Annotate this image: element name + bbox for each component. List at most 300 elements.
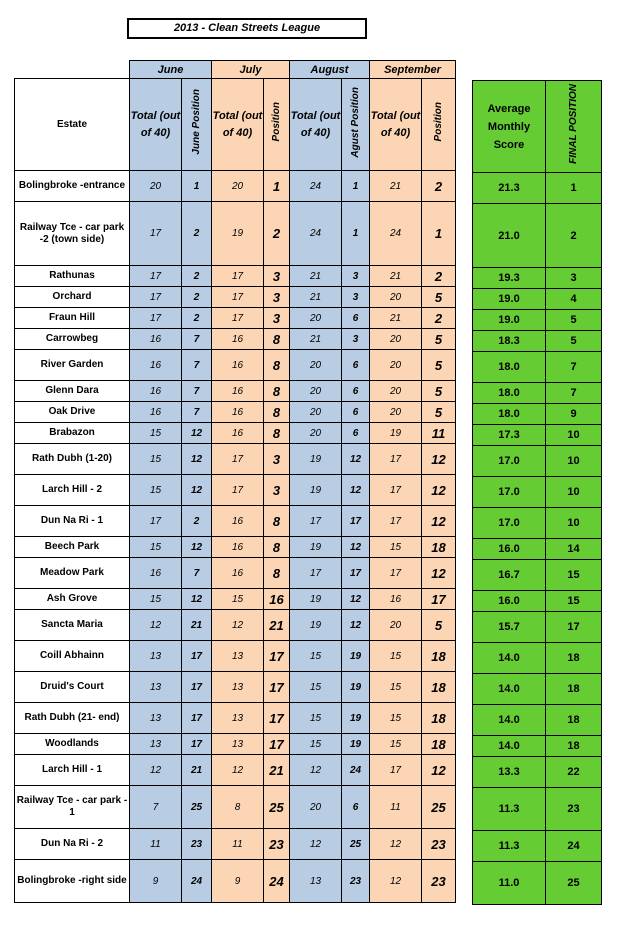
average-monthly-score-header: Average Monthly Score — [473, 81, 546, 173]
september-total: 17 — [370, 558, 422, 589]
june-position: 2 — [182, 308, 212, 329]
final-position: 10 — [546, 425, 602, 446]
estate-name: Bolingbroke -entrance — [15, 171, 130, 202]
month-june: June — [130, 61, 212, 79]
july-total: 9 — [212, 860, 264, 903]
july-position: 3 — [264, 287, 290, 308]
estate-name: Rathunas — [15, 266, 130, 287]
june-position: 17 — [182, 641, 212, 672]
table-row — [15, 506, 456, 537]
july-total: 8 — [212, 786, 264, 829]
september-position: 12 — [422, 506, 456, 537]
average-score: 18.0 — [473, 383, 546, 404]
july-position: 8 — [264, 402, 290, 423]
june-total: 12 — [130, 610, 182, 641]
august-total: 19 — [290, 444, 342, 475]
august-total: 20 — [290, 423, 342, 444]
average-score: 14.0 — [473, 736, 546, 757]
table-row — [15, 381, 456, 402]
june-total: 17 — [130, 202, 182, 266]
final-position: 5 — [546, 310, 602, 331]
july-total: 20 — [212, 171, 264, 202]
june-position: 7 — [182, 402, 212, 423]
final-row — [473, 477, 602, 508]
august-total: 20 — [290, 350, 342, 381]
june-total: 20 — [130, 171, 182, 202]
final-position: 7 — [546, 383, 602, 404]
final-row — [473, 643, 602, 674]
september-position: 12 — [422, 475, 456, 506]
estate-name: River Garden — [15, 350, 130, 381]
final-row — [473, 862, 602, 905]
table-row — [15, 202, 456, 266]
september-total: 16 — [370, 589, 422, 610]
september-total: 12 — [370, 860, 422, 903]
final-row — [473, 736, 602, 757]
july-position: 8 — [264, 329, 290, 350]
final-position: 18 — [546, 736, 602, 757]
final-row — [473, 425, 602, 446]
july-total: 16 — [212, 537, 264, 558]
september-position: 5 — [422, 350, 456, 381]
estate-name: Railway Tce - car park - 1 — [15, 786, 130, 829]
september-position: 5 — [422, 381, 456, 402]
estate-name: Dun Na Ri - 1 — [15, 506, 130, 537]
june-total: 15 — [130, 475, 182, 506]
average-score: 19.0 — [473, 289, 546, 310]
june-position: 12 — [182, 423, 212, 444]
final-position: 14 — [546, 539, 602, 560]
august-position: 12 — [342, 475, 370, 506]
average-score: 16.7 — [473, 560, 546, 591]
september-total: 11 — [370, 786, 422, 829]
final-row — [473, 404, 602, 425]
august-total: 21 — [290, 329, 342, 350]
september-total: 21 — [370, 266, 422, 287]
september-total: 21 — [370, 308, 422, 329]
table-row — [15, 610, 456, 641]
july-total: 16 — [212, 381, 264, 402]
august-total: 19 — [290, 589, 342, 610]
july-total: 17 — [212, 266, 264, 287]
august-position: 1 — [342, 171, 370, 202]
september-position: 17 — [422, 589, 456, 610]
average-score: 21.3 — [473, 173, 546, 204]
september-position: 5 — [422, 329, 456, 350]
september-position: 5 — [422, 287, 456, 308]
june-total: 16 — [130, 350, 182, 381]
july-total: 12 — [212, 755, 264, 786]
final-position: 23 — [546, 788, 602, 831]
september-total: 17 — [370, 506, 422, 537]
average-score: 17.3 — [473, 425, 546, 446]
estate-name: Oak Drive — [15, 402, 130, 423]
final-row — [473, 612, 602, 643]
june-total: 15 — [130, 537, 182, 558]
september-position: 1 — [422, 202, 456, 266]
august-total: 12 — [290, 829, 342, 860]
september-position: 18 — [422, 537, 456, 558]
september-total: 21 — [370, 171, 422, 202]
june-position-header: June Position — [182, 79, 212, 171]
september-position: 18 — [422, 703, 456, 734]
july-position: 17 — [264, 641, 290, 672]
july-position: 17 — [264, 672, 290, 703]
final-position: 10 — [546, 446, 602, 477]
june-position: 21 — [182, 610, 212, 641]
september-total: 20 — [370, 287, 422, 308]
june-total: 12 — [130, 755, 182, 786]
table-row — [15, 350, 456, 381]
average-score: 14.0 — [473, 643, 546, 674]
july-position: 17 — [264, 703, 290, 734]
august-position: 3 — [342, 329, 370, 350]
table-row — [15, 641, 456, 672]
august-position: 6 — [342, 350, 370, 381]
june-total-header: Total (out of 40) — [130, 79, 182, 171]
table-row — [15, 329, 456, 350]
september-position: 12 — [422, 558, 456, 589]
june-position: 21 — [182, 755, 212, 786]
september-total: 15 — [370, 672, 422, 703]
august-total: 24 — [290, 202, 342, 266]
july-total-header: Total (out of 40) — [212, 79, 264, 171]
table-row — [15, 558, 456, 589]
august-total: 19 — [290, 475, 342, 506]
month-september: September — [370, 61, 456, 79]
august-position: 25 — [342, 829, 370, 860]
average-score: 14.0 — [473, 674, 546, 705]
august-total: 21 — [290, 266, 342, 287]
final-row — [473, 352, 602, 383]
september-position: 5 — [422, 402, 456, 423]
september-total: 20 — [370, 381, 422, 402]
estate-name: Woodlands — [15, 734, 130, 755]
estate-name: Orchard — [15, 287, 130, 308]
june-position: 17 — [182, 672, 212, 703]
september-position: 23 — [422, 829, 456, 860]
september-total: 17 — [370, 444, 422, 475]
june-position: 17 — [182, 734, 212, 755]
august-position: 3 — [342, 287, 370, 308]
august-total: 19 — [290, 537, 342, 558]
final-position: 10 — [546, 477, 602, 508]
august-total: 20 — [290, 402, 342, 423]
september-position: 25 — [422, 786, 456, 829]
july-position: 3 — [264, 444, 290, 475]
june-total: 15 — [130, 423, 182, 444]
august-total: 12 — [290, 755, 342, 786]
july-position: 21 — [264, 755, 290, 786]
august-total: 19 — [290, 610, 342, 641]
september-position: 2 — [422, 266, 456, 287]
july-total: 17 — [212, 308, 264, 329]
june-position: 23 — [182, 829, 212, 860]
average-score: 15.7 — [473, 612, 546, 643]
july-position: 17 — [264, 734, 290, 755]
july-position: 8 — [264, 350, 290, 381]
table-row — [15, 402, 456, 423]
estate-name: Meadow Park — [15, 558, 130, 589]
june-position: 7 — [182, 329, 212, 350]
june-total: 16 — [130, 381, 182, 402]
estate-name: Beech Park — [15, 537, 130, 558]
august-position: 17 — [342, 506, 370, 537]
final-row — [473, 831, 602, 862]
average-score: 11.3 — [473, 831, 546, 862]
september-position: 18 — [422, 672, 456, 703]
final-position: 9 — [546, 404, 602, 425]
august-position: 24 — [342, 755, 370, 786]
september-total: 17 — [370, 755, 422, 786]
average-score: 11.0 — [473, 862, 546, 905]
average-score: 11.3 — [473, 788, 546, 831]
table-row — [15, 537, 456, 558]
final-position: 3 — [546, 268, 602, 289]
august-position: 23 — [342, 860, 370, 903]
august-position: 6 — [342, 381, 370, 402]
table-row — [15, 171, 456, 202]
final-position: 17 — [546, 612, 602, 643]
august-position: 12 — [342, 589, 370, 610]
june-position: 7 — [182, 350, 212, 381]
table-row — [15, 589, 456, 610]
july-total: 16 — [212, 350, 264, 381]
average-score: 19.0 — [473, 310, 546, 331]
august-position-header: Agust Position — [342, 79, 370, 171]
average-score: 16.0 — [473, 591, 546, 612]
july-position: 2 — [264, 202, 290, 266]
league-table — [14, 60, 456, 903]
august-total: 15 — [290, 672, 342, 703]
final-row — [473, 674, 602, 705]
july-position-header: Position — [264, 79, 290, 171]
july-position: 8 — [264, 537, 290, 558]
average-score: 21.0 — [473, 204, 546, 268]
table-row — [15, 860, 456, 903]
july-total: 16 — [212, 329, 264, 350]
july-total: 13 — [212, 672, 264, 703]
league-title: 2013 - Clean Streets League — [127, 18, 367, 39]
july-total: 16 — [212, 506, 264, 537]
table-row — [15, 829, 456, 860]
estate-name: Sancta Maria — [15, 610, 130, 641]
june-position: 12 — [182, 444, 212, 475]
blank-corner — [15, 61, 130, 79]
final-position: 22 — [546, 757, 602, 788]
june-position: 12 — [182, 537, 212, 558]
table-row — [15, 266, 456, 287]
final-position: 15 — [546, 591, 602, 612]
september-position: 12 — [422, 444, 456, 475]
final-position: 1 — [546, 173, 602, 204]
table-row — [15, 703, 456, 734]
estate-name: Rath Dubh (21- end) — [15, 703, 130, 734]
final-position: 18 — [546, 643, 602, 674]
table-row — [15, 423, 456, 444]
average-score: 16.0 — [473, 539, 546, 560]
average-score: 13.3 — [473, 757, 546, 788]
estate-name: Ash Grove — [15, 589, 130, 610]
september-total: 15 — [370, 537, 422, 558]
final-row — [473, 788, 602, 831]
final-row — [473, 539, 602, 560]
july-total: 13 — [212, 641, 264, 672]
table-row — [15, 786, 456, 829]
september-total: 20 — [370, 610, 422, 641]
june-position: 12 — [182, 589, 212, 610]
final-row — [473, 560, 602, 591]
september-position: 5 — [422, 610, 456, 641]
september-position: 18 — [422, 734, 456, 755]
june-total: 15 — [130, 589, 182, 610]
july-total: 16 — [212, 402, 264, 423]
june-position: 2 — [182, 287, 212, 308]
june-total: 17 — [130, 287, 182, 308]
august-position: 1 — [342, 202, 370, 266]
august-total: 17 — [290, 506, 342, 537]
june-position: 7 — [182, 558, 212, 589]
august-total: 20 — [290, 786, 342, 829]
june-total: 17 — [130, 266, 182, 287]
august-total: 15 — [290, 641, 342, 672]
september-total: 20 — [370, 350, 422, 381]
july-position: 8 — [264, 381, 290, 402]
average-score: 18.3 — [473, 331, 546, 352]
september-position: 12 — [422, 755, 456, 786]
estate-name: Larch Hill - 2 — [15, 475, 130, 506]
july-position: 25 — [264, 786, 290, 829]
september-total: 24 — [370, 202, 422, 266]
september-total: 15 — [370, 734, 422, 755]
average-score: 17.0 — [473, 477, 546, 508]
june-position: 25 — [182, 786, 212, 829]
final-row — [473, 204, 602, 268]
estate-name: Larch Hill - 1 — [15, 755, 130, 786]
average-score: 18.0 — [473, 352, 546, 383]
june-position: 2 — [182, 266, 212, 287]
june-total: 9 — [130, 860, 182, 903]
june-position: 12 — [182, 475, 212, 506]
august-position: 12 — [342, 537, 370, 558]
june-position: 7 — [182, 381, 212, 402]
september-total-header: Total (out of 40) — [370, 79, 422, 171]
final-row — [473, 446, 602, 477]
month-july: July — [212, 61, 290, 79]
september-position: 18 — [422, 641, 456, 672]
september-position-header: Position — [422, 79, 456, 171]
june-total: 15 — [130, 444, 182, 475]
average-score: 17.0 — [473, 508, 546, 539]
july-position: 8 — [264, 423, 290, 444]
june-total: 13 — [130, 734, 182, 755]
august-total: 13 — [290, 860, 342, 903]
august-position: 19 — [342, 734, 370, 755]
estate-name: Carrowbeg — [15, 329, 130, 350]
estate-name: Dun Na Ri - 2 — [15, 829, 130, 860]
august-total: 20 — [290, 308, 342, 329]
august-total: 15 — [290, 734, 342, 755]
final-row — [473, 383, 602, 404]
july-total: 17 — [212, 287, 264, 308]
july-position: 24 — [264, 860, 290, 903]
final-row — [473, 289, 602, 310]
september-total: 15 — [370, 641, 422, 672]
table-row — [15, 672, 456, 703]
final-row — [473, 173, 602, 204]
june-total: 13 — [130, 641, 182, 672]
july-position: 3 — [264, 475, 290, 506]
july-position: 23 — [264, 829, 290, 860]
august-total: 17 — [290, 558, 342, 589]
final-row — [473, 331, 602, 352]
september-total: 20 — [370, 329, 422, 350]
final-row — [473, 757, 602, 788]
july-total: 15 — [212, 589, 264, 610]
estate-name: Glenn Dara — [15, 381, 130, 402]
estate-name: Rath Dubh (1-20) — [15, 444, 130, 475]
final-standings-table — [472, 80, 602, 905]
table-row — [15, 308, 456, 329]
estate-name: Railway Tce - car park -2 (town side) — [15, 202, 130, 266]
september-total: 20 — [370, 402, 422, 423]
final-row — [473, 268, 602, 289]
august-position: 19 — [342, 641, 370, 672]
estate-name: Bolingbroke -right side — [15, 860, 130, 903]
july-total: 19 — [212, 202, 264, 266]
final-position: 2 — [546, 204, 602, 268]
june-total: 16 — [130, 558, 182, 589]
estate-header: Estate — [15, 79, 130, 171]
august-position: 12 — [342, 610, 370, 641]
september-position: 11 — [422, 423, 456, 444]
august-total: 24 — [290, 171, 342, 202]
final-position: 15 — [546, 560, 602, 591]
july-total: 11 — [212, 829, 264, 860]
june-total: 17 — [130, 308, 182, 329]
september-total: 12 — [370, 829, 422, 860]
august-position: 3 — [342, 266, 370, 287]
final-row — [473, 591, 602, 612]
august-position: 6 — [342, 402, 370, 423]
table-row — [15, 755, 456, 786]
august-total: 20 — [290, 381, 342, 402]
july-position: 8 — [264, 506, 290, 537]
august-position: 17 — [342, 558, 370, 589]
june-position: 1 — [182, 171, 212, 202]
final-position: 7 — [546, 352, 602, 383]
july-position: 21 — [264, 610, 290, 641]
august-position: 6 — [342, 423, 370, 444]
august-total: 15 — [290, 703, 342, 734]
table-row — [15, 444, 456, 475]
june-position: 2 — [182, 506, 212, 537]
july-total: 16 — [212, 558, 264, 589]
final-position: 4 — [546, 289, 602, 310]
estate-name: Druid's Court — [15, 672, 130, 703]
average-score: 14.0 — [473, 705, 546, 736]
july-total: 17 — [212, 475, 264, 506]
september-total: 15 — [370, 703, 422, 734]
june-position: 24 — [182, 860, 212, 903]
final-position: 24 — [546, 831, 602, 862]
september-position: 23 — [422, 860, 456, 903]
july-position: 1 — [264, 171, 290, 202]
average-score: 18.0 — [473, 404, 546, 425]
average-score: 19.3 — [473, 268, 546, 289]
final-row — [473, 310, 602, 331]
august-position: 19 — [342, 672, 370, 703]
